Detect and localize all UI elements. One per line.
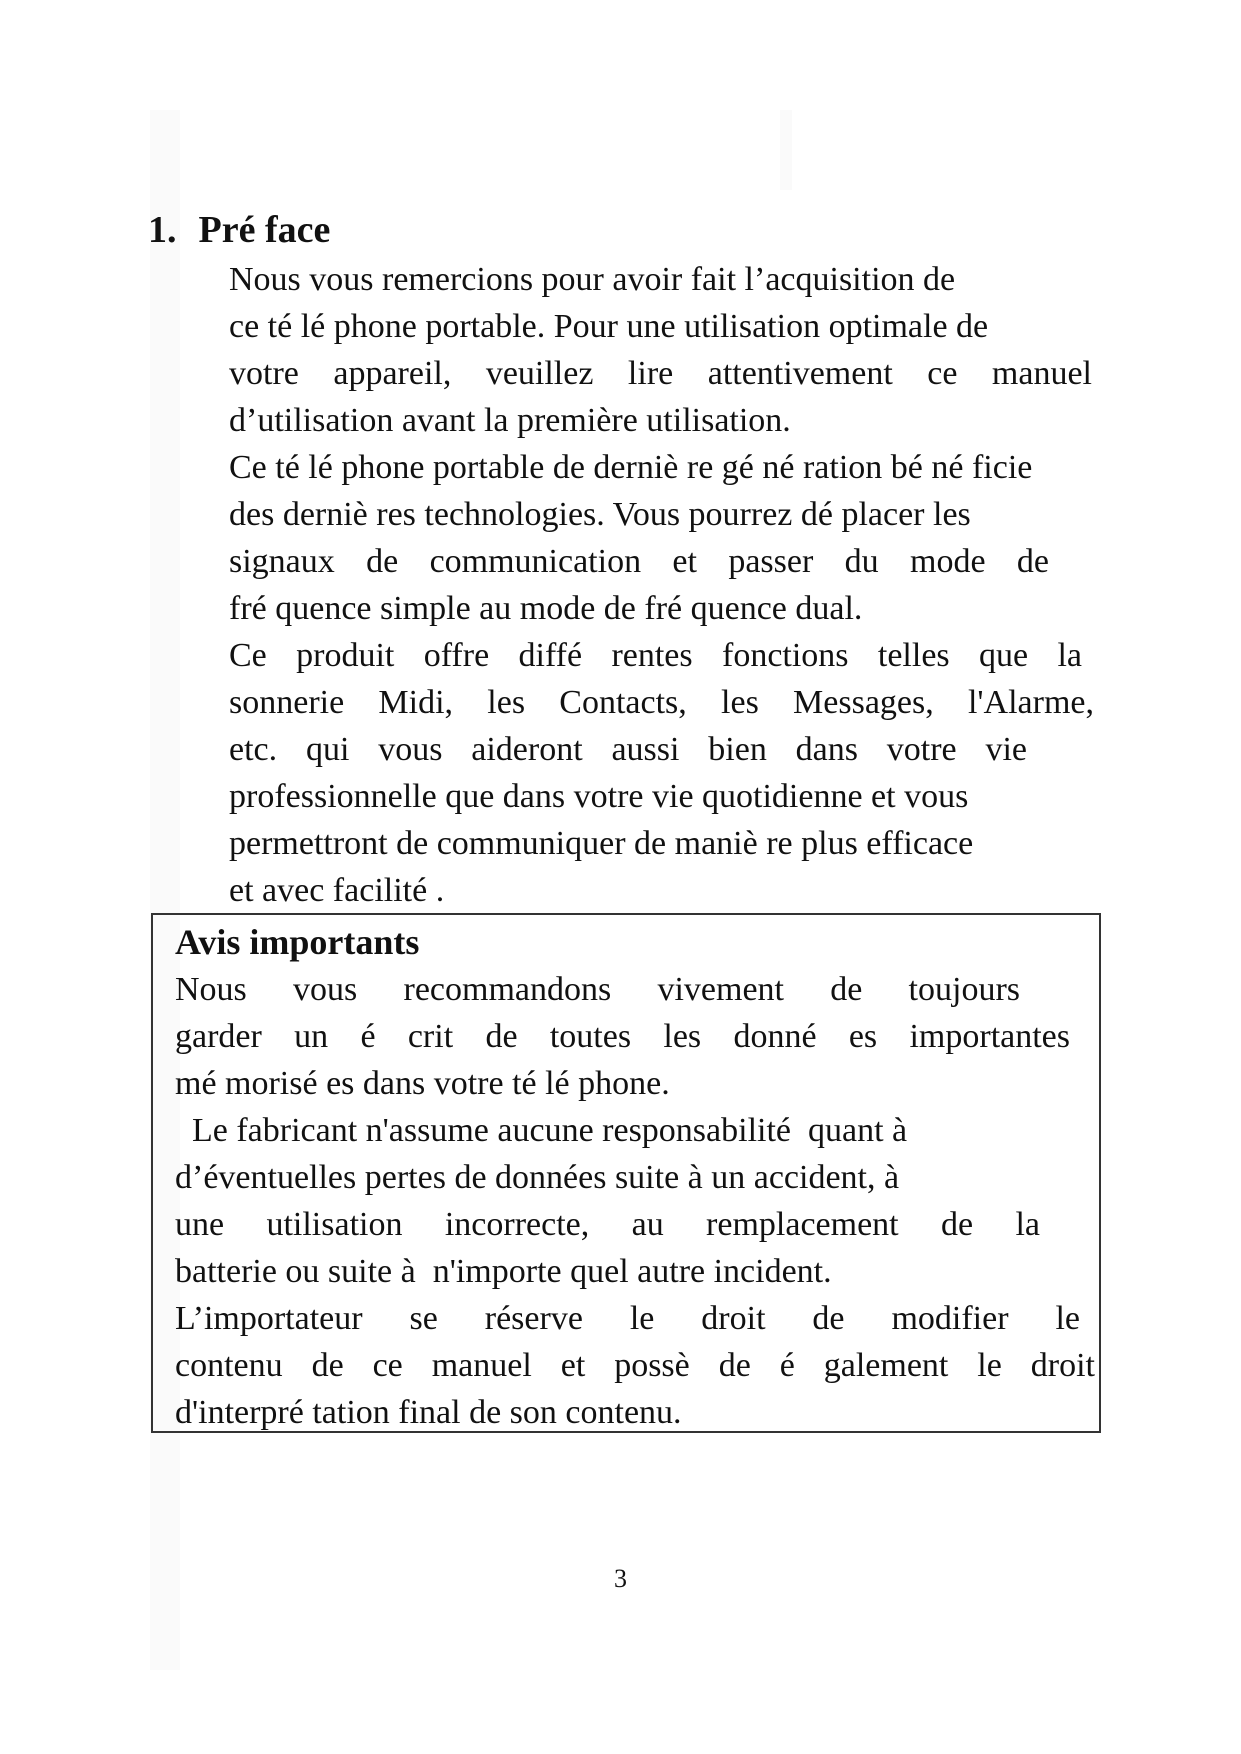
preface-line: Ce produit offre diffé rentes fonctions telles que la (229, 637, 1082, 674)
preface-line: Nous vous remercions pour avoir fait l’acquisition de (229, 261, 956, 298)
notice-title: Avis importants (175, 922, 420, 962)
notice-line: Le fabricant n'assume aucune responsabilité quant à (175, 1112, 908, 1149)
notice-content (175, 919, 1101, 1433)
notice-line: batterie ou suite à n'importe quel autre incident. (175, 1253, 832, 1290)
section-number: 1. (148, 209, 177, 251)
preface-line: Ce té lé phone portable de derniè re gé né ration bé né ficie (229, 449, 1033, 486)
preface-line: votre appareil, veuillez lire attentivement ce manuel (229, 355, 1092, 392)
preface-line: des derniè res technologies. Vous pourrez dé placer les (229, 496, 971, 533)
preface-line: sonnerie Midi, les Contacts, les Messages, l'Alarme, (229, 684, 1094, 721)
notice-line: d'interpré tation final de son contenu. (175, 1394, 682, 1431)
section-heading (148, 206, 330, 254)
notice-line: une utilisation incorrecte, au remplacement de la (175, 1206, 1040, 1243)
preface-line: professionnelle que dans votre vie quotidienne et vous (229, 778, 969, 815)
notice-line: contenu de ce manuel et possè de é galement le droit (175, 1347, 1095, 1384)
page-number: 3 (614, 1564, 627, 1593)
preface-line: etc. qui vous aideront aussi bien dans votre vie (229, 731, 1027, 768)
preface-line: permettront de communiquer de maniè re plus efficace (229, 825, 974, 862)
notice-line: mé morisé es dans votre té lé phone. (175, 1065, 670, 1102)
notice-line: garder un é crit de toutes les donné es importantes (175, 1018, 1070, 1055)
preface-line: fré quence simple au mode de fré quence dual. (229, 590, 863, 627)
notice-line: L’importateur se réserve le droit de modifier le (175, 1300, 1080, 1337)
preface-paragraphs (229, 256, 1209, 914)
scan-shadow (150, 110, 180, 1670)
preface-line: d’utilisation avant la première utilisation. (229, 402, 791, 439)
preface-line: et avec facilité . (229, 872, 445, 909)
important-notice-box (151, 913, 1101, 1433)
preface-line: signaux de communication et passer du mode de (229, 543, 1049, 580)
scan-shadow (780, 110, 792, 190)
section-title: Pré face (198, 209, 331, 251)
preface-line: ce té lé phone portable. Pour une utilisation optimale de (229, 308, 989, 345)
notice-line: Nous vous recommandons vivement de toujours (175, 971, 1020, 1008)
notice-line: d’éventuelles pertes de données suite à un accident, à (175, 1159, 900, 1196)
